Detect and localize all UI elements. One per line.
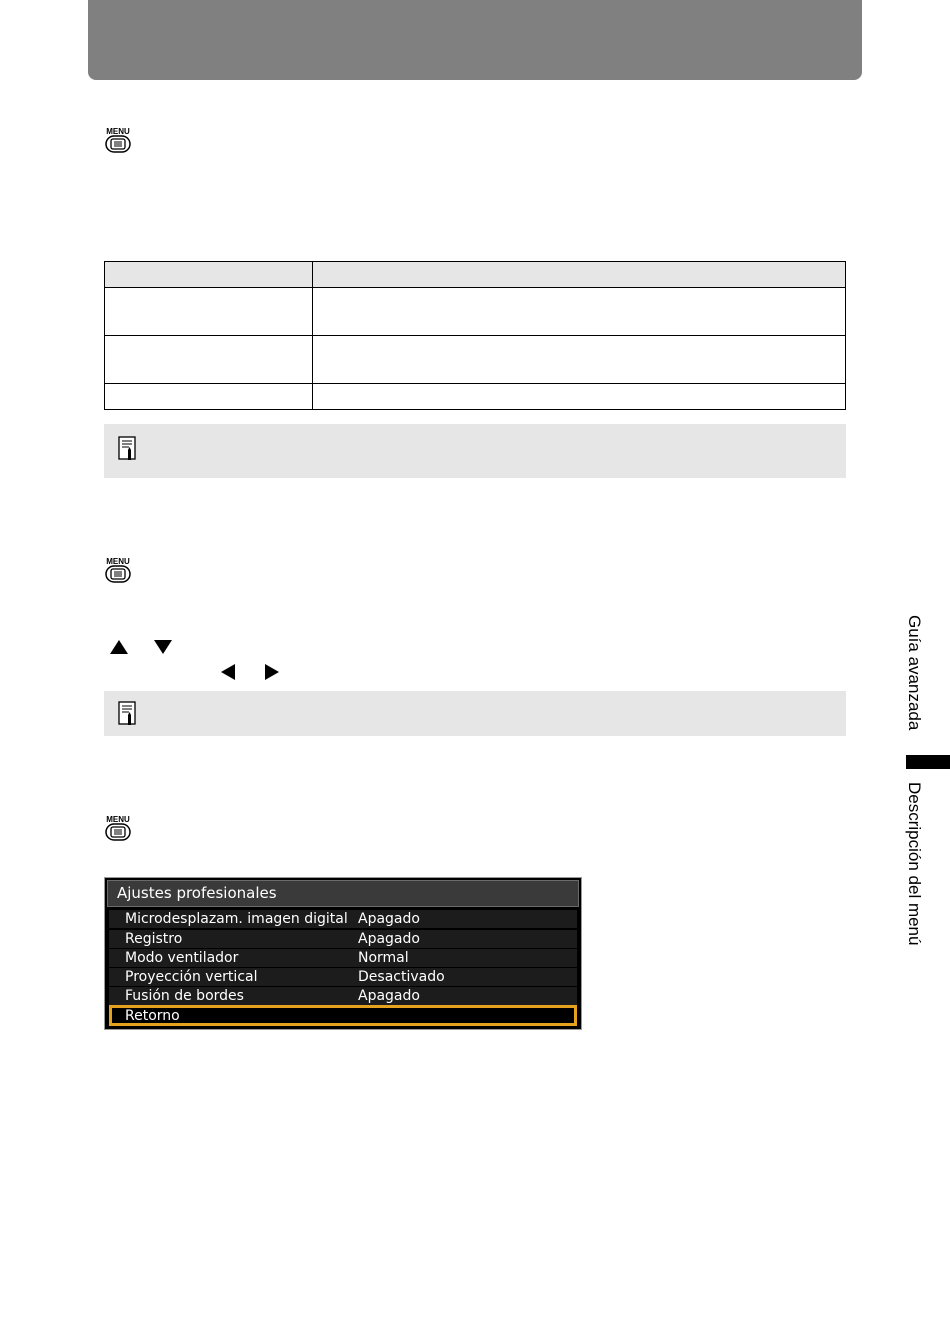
arrow-down-icon — [154, 640, 172, 654]
osd-menu — [104, 877, 582, 1030]
side-tab-descripcion-menu: Descripción del menú — [905, 782, 924, 946]
settings-table — [104, 261, 846, 410]
table-row — [105, 336, 846, 384]
osd-menu-item[interactable] — [109, 930, 577, 948]
osd-item-label: Modo ventilador — [125, 950, 239, 966]
table-header-cell — [313, 262, 846, 288]
side-tab-guia-avanzada: Guía avanzada — [905, 615, 924, 731]
osd-item-label: Registro — [125, 931, 183, 947]
osd-menu-item[interactable] — [109, 987, 577, 1005]
osd-item-value: Apagado — [358, 931, 420, 947]
table-header-cell — [105, 262, 313, 288]
osd-return-item[interactable] — [109, 1005, 577, 1026]
osd-return-label: Retorno — [125, 1008, 180, 1024]
table-cell — [105, 336, 313, 384]
menu-button-icon: MENU — [104, 127, 132, 157]
osd-item-label: Fusión de bordes — [125, 988, 244, 1004]
osd-item-value: Apagado — [358, 988, 420, 1004]
osd-item-value: Apagado — [358, 911, 420, 927]
note-box — [104, 691, 846, 736]
osd-menu-item[interactable] — [109, 968, 577, 986]
table-row — [105, 384, 846, 410]
note-box — [104, 424, 846, 478]
osd-item-value: Desactivado — [358, 969, 445, 985]
osd-item-value: Normal — [358, 950, 409, 966]
side-tab-marker — [906, 755, 950, 769]
header-bar — [88, 0, 862, 80]
note-icon — [117, 701, 139, 727]
osd-menu-title: Ajustes profesionales — [107, 880, 579, 907]
table-cell — [313, 288, 846, 336]
table-cell — [105, 384, 313, 410]
arrow-left-icon — [221, 664, 235, 680]
arrow-right-icon — [265, 664, 279, 680]
osd-item-label: Microdesplazam. imagen digital — [125, 911, 348, 927]
table-cell — [313, 336, 846, 384]
table-cell — [105, 288, 313, 336]
osd-menu-item[interactable] — [109, 910, 577, 928]
osd-item-label: Proyección vertical — [125, 969, 258, 985]
menu-button-icon: MENU — [104, 557, 132, 587]
note-icon — [117, 436, 139, 462]
arrow-up-icon — [110, 640, 128, 654]
table-cell — [313, 384, 846, 410]
menu-button-icon: MENU — [104, 815, 132, 845]
osd-menu-item[interactable] — [109, 949, 577, 967]
table-row — [105, 288, 846, 336]
table-header-row — [105, 262, 846, 288]
